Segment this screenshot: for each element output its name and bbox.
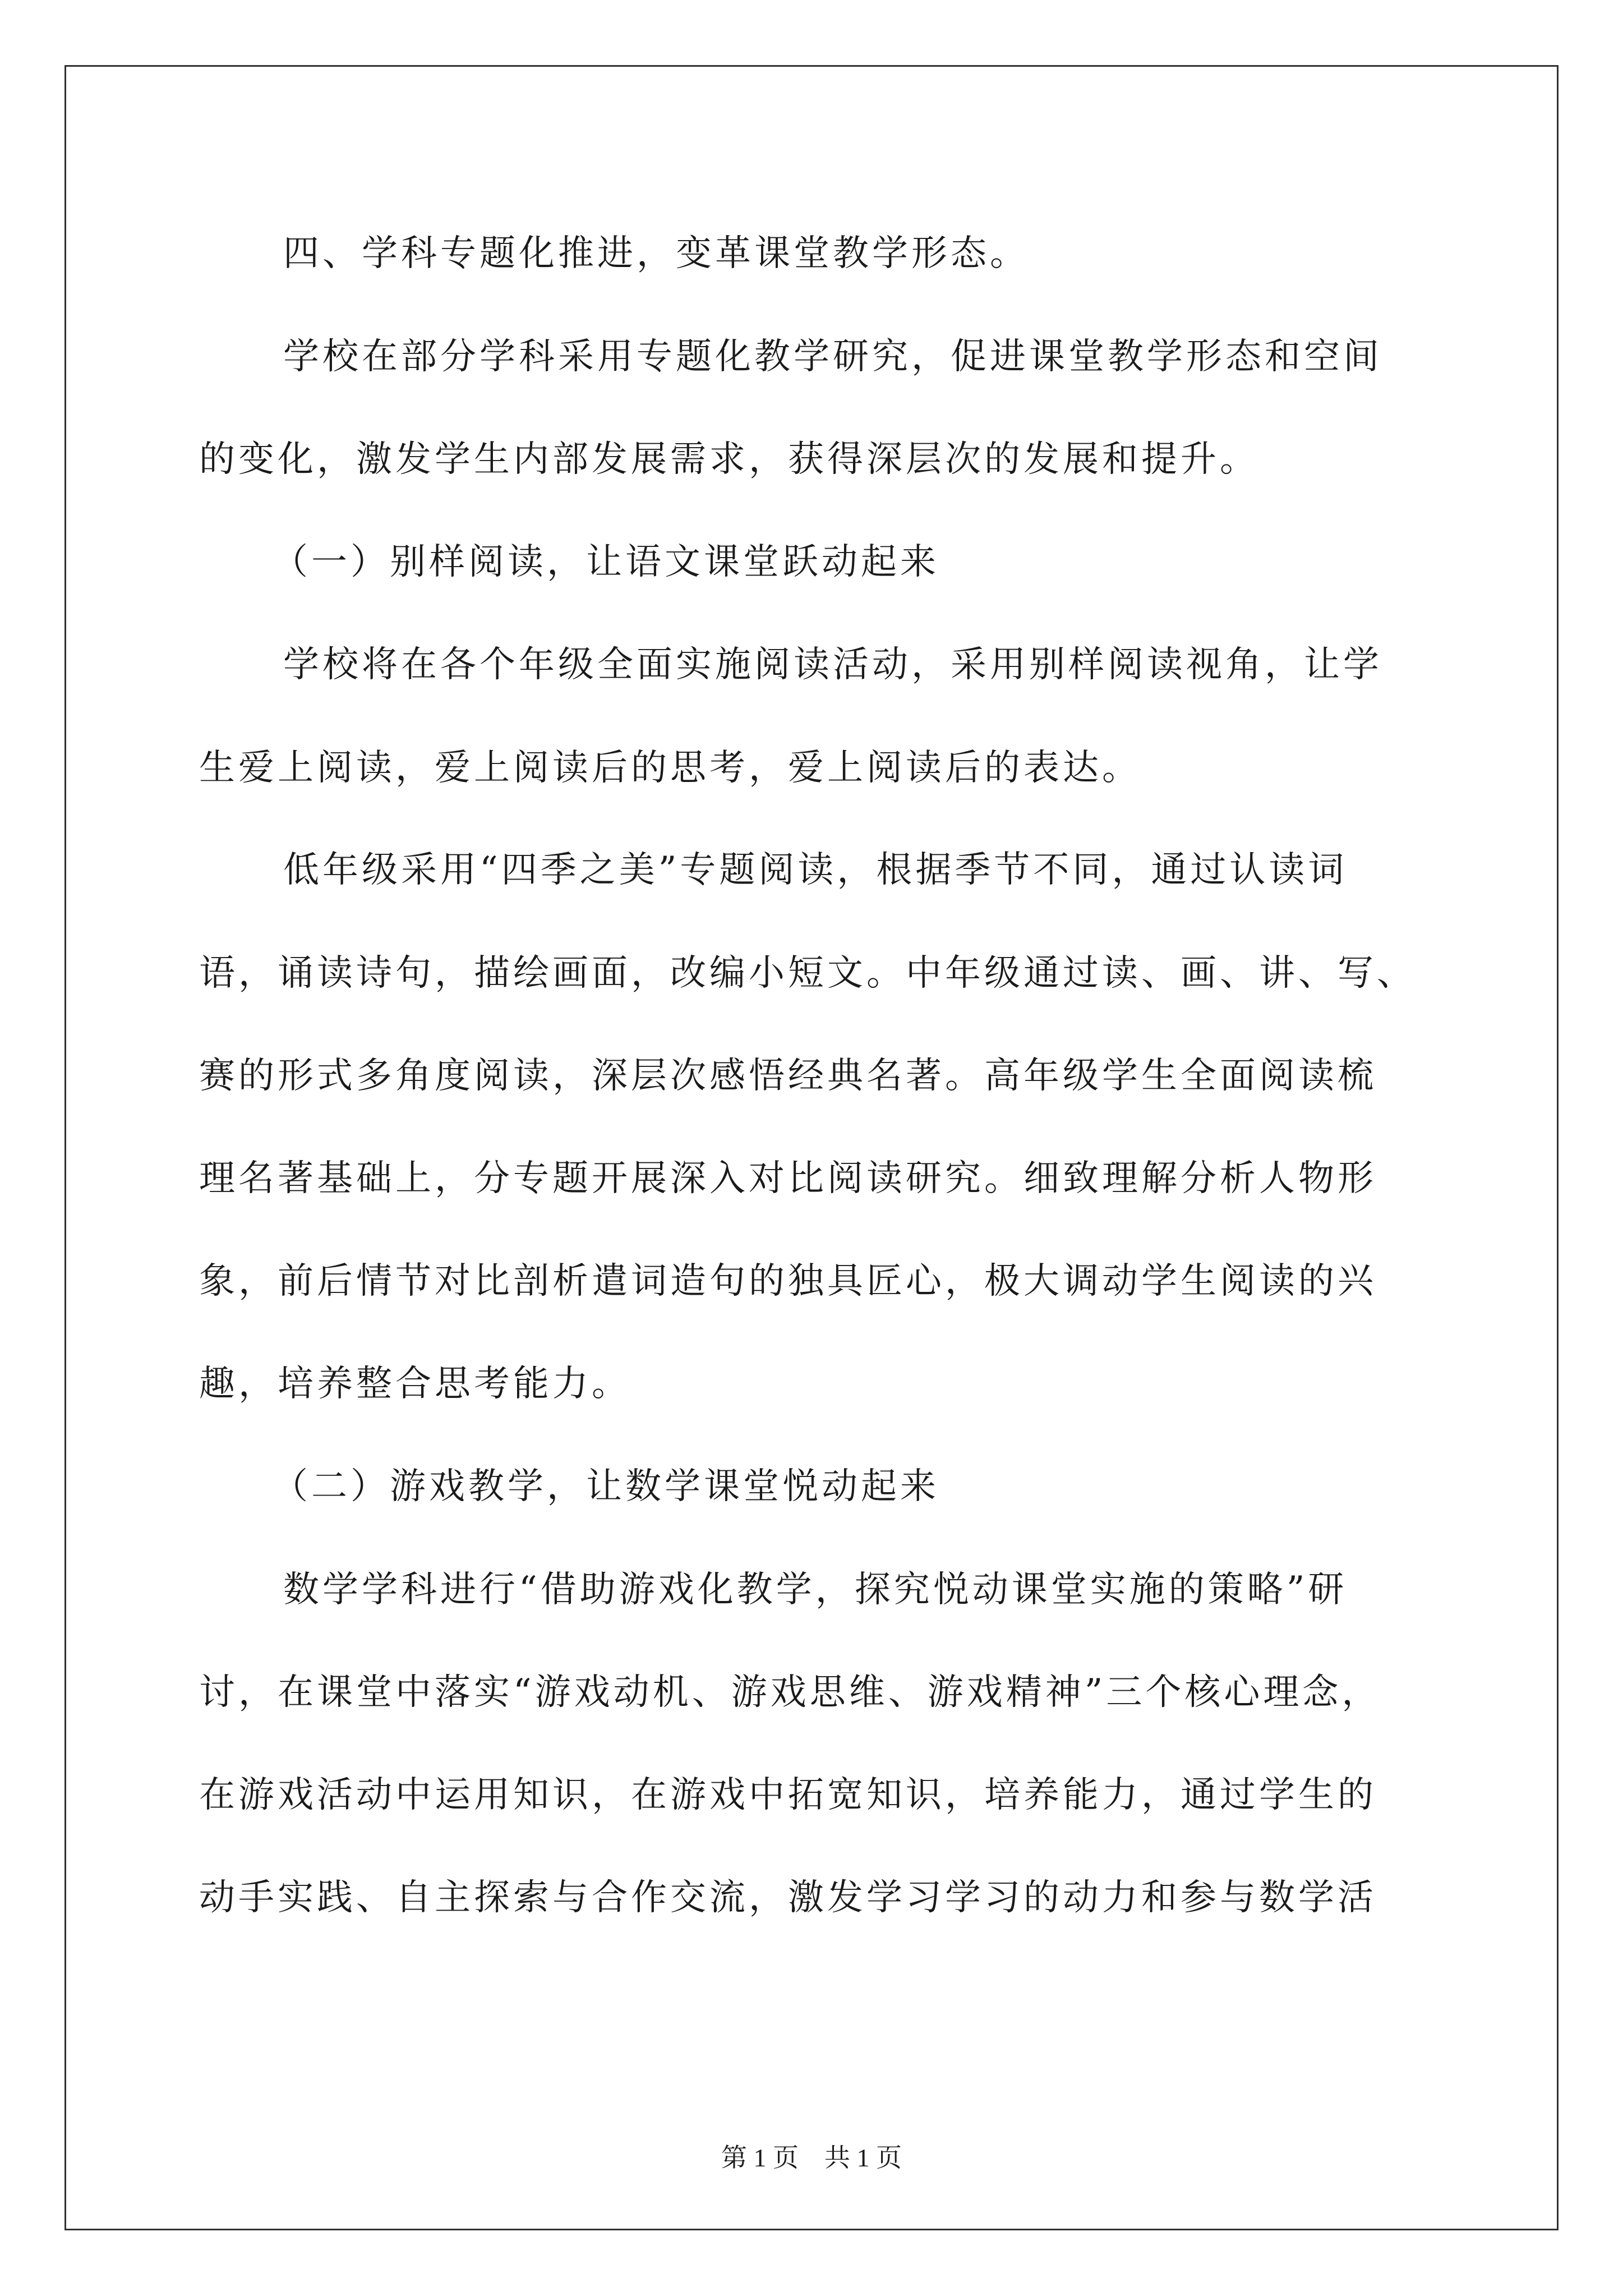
paragraph-line: 语，诵读诗句，描绘画面，改编小短文。中年级通过读、画、讲、写、 — [199, 953, 1416, 994]
paragraph-line: 趣，培养整合思考能力。 — [199, 1363, 631, 1405]
paragraph-line: 低年级采用“四季之美”专题阅读，根据季节不同，通过认读词 — [283, 849, 1348, 891]
paragraph-line: 学校在部分学科采用专题化教学研究，促进课堂教学形态和空间 — [283, 336, 1382, 378]
subsection-heading-2: （二）游戏教学，让数学课堂悦动起来 — [272, 1466, 939, 1507]
paragraph-line: 学校将在各个年级全面实施阅读活动，采用别样阅读视角，让学 — [283, 644, 1382, 685]
page-number-footer: 第 1 页 共 1 页 — [721, 2143, 902, 2172]
section-heading-4: 四、学科专题化推进，变革课堂教学形态。 — [283, 233, 1029, 274]
paragraph-line: 动手实践、自主探索与合作交流，激发学习学习的动力和参与数学活 — [199, 1877, 1377, 1918]
subsection-heading-1: （一）别样阅读，让语文课堂跃动起来 — [272, 541, 939, 583]
paragraph-line: 的变化，激发学生内部发展需求，获得深层次的发展和提升。 — [199, 439, 1259, 480]
paragraph-line: 数学学科进行“借助游戏化教学，探究悦动课堂实施的策略”研 — [283, 1569, 1348, 1611]
paragraph-line: 理名著基础上，分专题开展深入对比阅读研究。细致理解分析人物形 — [199, 1158, 1377, 1199]
paragraph-line: 赛的形式多角度阅读，深层次感悟经典名著。高年级学生全面阅读梳 — [199, 1055, 1377, 1097]
paragraph-line: 象，前后情节对比剖析遣词造句的独具匠心，极大调动学生阅读的兴 — [199, 1260, 1377, 1302]
paragraph-line: 在游戏活动中运用知识，在游戏中拓宽知识，培养能力，通过学生的 — [199, 1774, 1377, 1816]
paragraph-line: 讨，在课堂中落实“游戏动机、游戏思维、游戏精神”三个核心理念， — [199, 1672, 1381, 1713]
paragraph-line: 生爱上阅读，爱上阅读后的思考，爱上阅读后的表达。 — [199, 747, 1141, 789]
